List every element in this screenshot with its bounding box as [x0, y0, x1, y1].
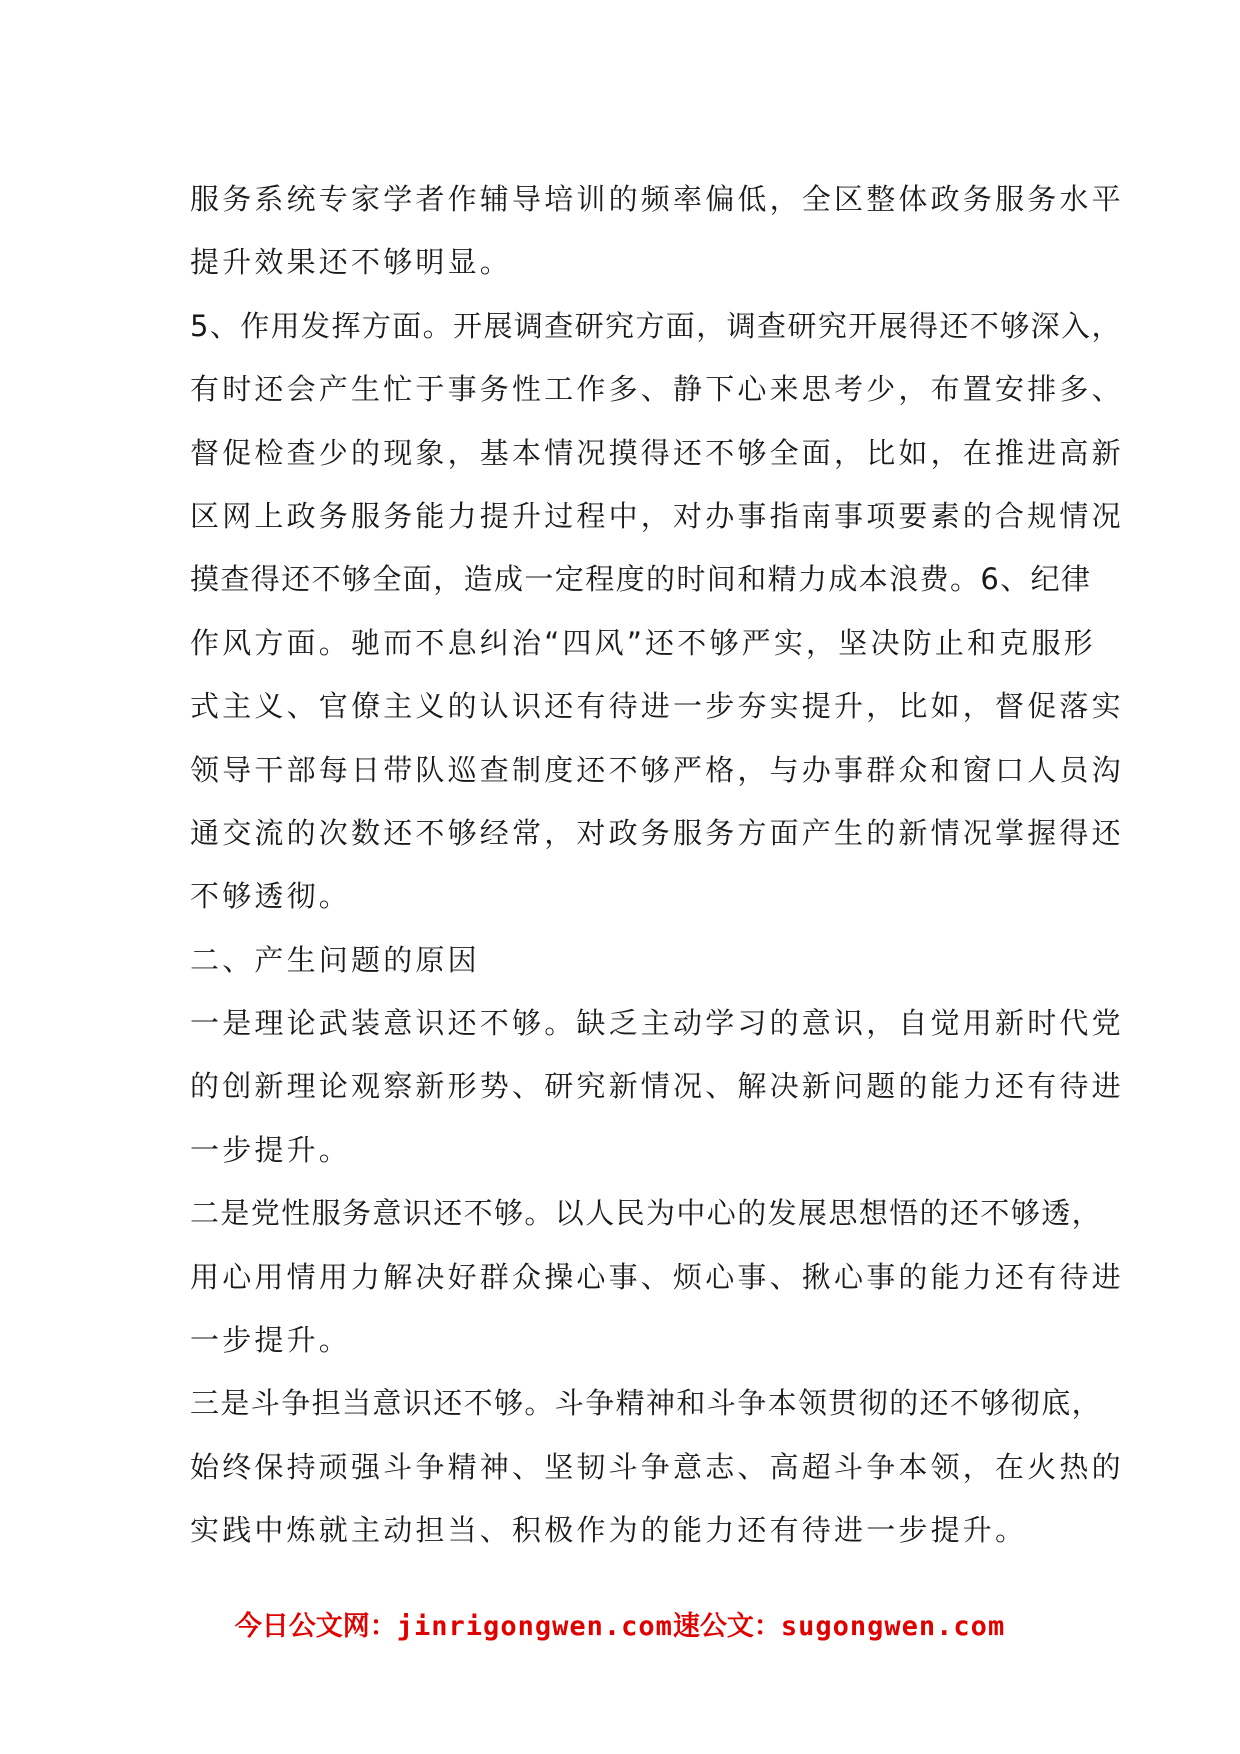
- text-line: 督促检查少的现象，基本情况摸得还不够全面，比如，在推进高新: [190, 435, 1124, 470]
- footer-watermark: [0, 1604, 1240, 1643]
- text-line: 一步提升。: [190, 1323, 352, 1358]
- text-line: 始终保持顽强斗争精神、坚韧斗争意志、高超斗争本领，在火热的: [190, 1449, 1124, 1484]
- text-line: 区网上政务服务能力提升过程中，对办事指南事项要素的合规情况: [190, 498, 1124, 533]
- text-line: 有时还会产生忙于事务性工作多、静下心来思考少，布置安排多、: [190, 372, 1124, 407]
- text-line: 领导干部每日带队巡查制度还不够严格，与办事群众和窗口人员沟: [190, 752, 1124, 787]
- text-line: 5、作用发挥方面。开展调查研究方面，调查研究开展得还不够深入，: [190, 308, 1122, 343]
- text-line: 三是斗争担当意识还不够。斗争精神和斗争本领贯彻的还不够彻底，: [190, 1386, 1103, 1421]
- text-line: 一是理论武装意识还不够。缺乏主动学习的意识，自觉用新时代党: [190, 1006, 1124, 1041]
- document-body: [190, 168, 1124, 1563]
- footer-site2-name: 速公文：: [672, 1611, 781, 1642]
- text-line: 通交流的次数还不够经常，对政务服务方面产生的新情况掌握得还: [190, 815, 1124, 850]
- text-line: 服务系统专家学者作辅导培训的频率偏低，全区整体政务服务水平: [190, 182, 1124, 216]
- text-line: 实践中炼就主动担当、积极作为的能力还有待进一步提升。: [190, 1513, 1028, 1548]
- text-line: 式主义、官僚主义的认识还有待进一步夯实提升，比如，督促落实: [190, 689, 1124, 724]
- section-heading: 二、产生问题的原因: [190, 942, 480, 977]
- footer-site1-url[interactable]: jinrigongwen.com: [396, 1611, 673, 1642]
- footer-site2-url[interactable]: sugongwen.com: [780, 1611, 1006, 1642]
- text-line: 的创新理论观察新形势、研究新情况、解决新问题的能力还有待进: [190, 1069, 1124, 1104]
- text-line: 摸查得还不够全面，造成一定程度的时间和精力成本浪费。6、纪律: [190, 562, 1092, 597]
- text-line: 作风方面。驰而不息纠治“四风”还不够严实，坚决防止和克服形: [190, 625, 1096, 660]
- text-line: 二是党性服务意识还不够。以人民为中心的发展思想悟的还不够透，: [190, 1196, 1103, 1231]
- text-line: 用心用情用力解决好群众操心事、烦心事、揪心事的能力还有待进: [190, 1259, 1124, 1294]
- text-line: 提升效果还不够明显。: [190, 245, 513, 280]
- text-line: 不够透彻。: [190, 879, 352, 914]
- text-line: 一步提升。: [190, 1132, 352, 1167]
- footer-site1-name: 今日公文网：: [234, 1611, 397, 1642]
